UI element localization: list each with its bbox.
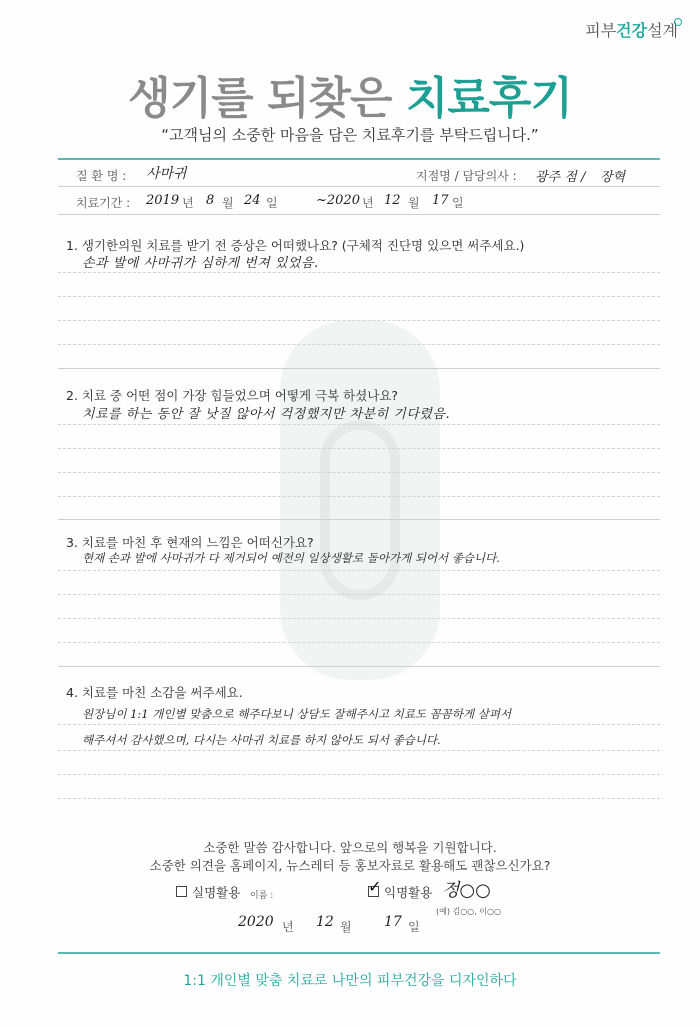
answer-4-line-2[interactable]: 해주셔서 감사했으며, 다시는 사마귀 치료를 하지 않아도 되서 좋습니다. [82,733,441,747]
thanks-message: 소중한 말씀 감사합니다. 앞으로의 행복을 기원합니다. [203,840,497,855]
answer-line [58,472,660,473]
name-example: (예) 김○○, 이○○ [436,907,501,916]
answer-2-line-1[interactable]: 치료를 하는 동안 잘 낫질 않아서 걱정했지만 차분히 기다렸음. [82,407,451,422]
answer-line [58,344,660,345]
sign-month[interactable]: 12 [316,914,334,930]
title-part1: 생기를 되찾은 [128,73,406,124]
end-day-unit: 일 [452,196,464,210]
answer-line [58,724,660,725]
answer-line [58,496,660,497]
answer-line [58,272,660,273]
real-name-checkbox[interactable] [176,886,187,897]
end-month-unit: 월 [408,196,420,210]
section-divider [58,519,660,520]
start-month[interactable]: 8 [206,193,215,208]
disease-value[interactable]: 사마귀 [146,166,187,182]
brand-dot-icon [674,18,682,26]
header-rule-mid [58,186,660,187]
section-divider [58,666,660,667]
end-year[interactable]: ~2020 [316,193,360,208]
brand-prefix: 피부 [585,21,617,40]
title-part2: 치료후기 [405,73,572,124]
answer-line [58,296,660,297]
answer-line [58,320,660,321]
answer-4-line-1[interactable]: 원장님이 1:1 개인별 맞춤으로 해주다보니 상담도 잘해주시고 치료도 꼼꼼하게 살펴서 [82,707,512,721]
end-month[interactable]: 12 [384,193,401,208]
period-label: 치료기간 : [76,196,131,210]
start-year[interactable]: 2019 [146,193,180,208]
end-day[interactable]: 17 [432,193,449,208]
answer-line [58,642,660,643]
header-rule-top [58,158,660,160]
brand-logo [585,18,678,41]
brand-accent: 건강 [616,21,648,40]
name-field-label: 이름 : [250,891,274,901]
anonymous-name-value[interactable]: 정○○ [442,880,491,901]
section-divider [58,368,660,369]
real-name-label: 실명활용 [192,885,241,900]
start-day[interactable]: 24 [244,193,261,208]
answer-line [58,570,660,571]
question-4: 4. 치료를 마친 소감을 써주세요. [66,685,243,700]
start-day-unit: 일 [266,196,278,210]
question-2: 2. 치료 중 어떤 점이 가장 힘들었으며 어떻게 극복 하셨나요? [66,388,399,403]
answer-line [58,594,660,595]
answer-line [58,618,660,619]
consent-question: 소중한 의견을 홈페이지, 뉴스레터 등 홍보자료로 활용해도 괜찮으신가요? [149,858,551,873]
page-subtitle: “고객님의 소중한 마음을 담은 치료후기를 부탁드립니다.” [161,126,539,144]
header-rule-bottom [58,214,660,215]
disease-label: 질 환 명 : [76,169,127,183]
check-mark-icon: ✓ [368,877,382,896]
start-month-unit: 월 [222,196,234,210]
bottom-tagline: 1:1 개인별 맞춤 치료로 나만의 피부건강을 디자인하다 [183,973,517,989]
sign-month-unit: 월 [340,920,352,934]
brand-suffix: 설계 [647,21,678,40]
answer-line [58,798,660,799]
answer-line [58,448,660,449]
answer-line [58,774,660,775]
answer-line [58,750,660,751]
end-year-unit: 년 [362,196,374,210]
question-3: 3. 치료를 마친 후 현재의 느낌은 어떠신가요? [66,535,314,550]
answer-line [58,424,660,425]
sign-day-unit: 일 [408,920,420,934]
branch-label: 지점명 / 담당의사 : [416,169,517,183]
page-title [0,62,700,126]
start-year-unit: 년 [182,196,194,210]
anonymous-label: 익명활용 [384,885,433,900]
answer-1-line-1[interactable]: 손과 발에 사마귀가 심하게 번져 있었음. [82,256,319,271]
doctor-value[interactable]: 장혁 [600,170,626,185]
answer-3-line-1[interactable]: 현재 손과 발에 사마귀가 다 제거되어 예전의 일상생활로 돌아가게 되어서 좋습니다. [82,551,500,565]
question-1: 1. 생기한의원 치료를 받기 전 증상은 어떠했나요? (구체적 진단명 있으면 써주세요.) [66,238,525,253]
watermark-inner-shape [320,420,400,600]
sign-day[interactable]: 17 [384,914,402,930]
footer-rule [58,952,660,954]
sign-year-unit: 년 [282,920,294,934]
branch-value[interactable]: 광주 점 / [535,170,586,185]
sign-year[interactable]: 2020 [238,914,274,930]
